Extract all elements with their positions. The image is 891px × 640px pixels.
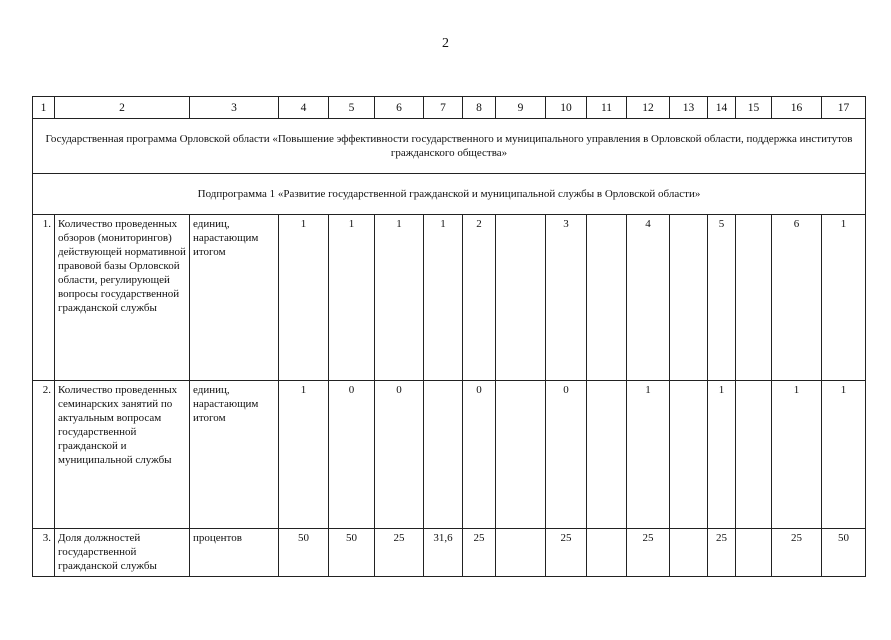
- value-cell: 1: [329, 215, 375, 381]
- value-cell: 50: [279, 529, 329, 577]
- value-cell: [496, 215, 546, 381]
- value-cell: 0: [375, 381, 424, 529]
- value-cell: 1: [708, 381, 736, 529]
- value-cell: 6: [772, 215, 822, 381]
- value-cell: 50: [822, 529, 866, 577]
- column-header: 8: [463, 97, 496, 119]
- value-cell: 5: [708, 215, 736, 381]
- column-header: 14: [708, 97, 736, 119]
- value-cell: 1: [772, 381, 822, 529]
- value-cell: 25: [627, 529, 670, 577]
- value-cell: 4: [627, 215, 670, 381]
- program-title: Государственная программа Орловской области «Повышение эффективности государственного и муниципального управления в Орловской области, поддержка институтов гражданского общества»: [33, 119, 866, 174]
- value-cell: 25: [463, 529, 496, 577]
- value-cell: 1: [822, 381, 866, 529]
- table-row: [33, 215, 866, 381]
- value-cell: [736, 529, 772, 577]
- column-header: 6: [375, 97, 424, 119]
- column-header: 2: [55, 97, 190, 119]
- value-cell: [736, 215, 772, 381]
- value-cell: 1: [822, 215, 866, 381]
- value-cell: 25: [546, 529, 587, 577]
- row-index: 3.: [33, 529, 55, 577]
- unit-of-measure: процентов: [190, 529, 279, 577]
- value-cell: [670, 529, 708, 577]
- column-header: 5: [329, 97, 375, 119]
- value-cell: 1: [627, 381, 670, 529]
- value-cell: [496, 381, 546, 529]
- column-header: 1: [33, 97, 55, 119]
- column-header: 3: [190, 97, 279, 119]
- value-cell: 3: [546, 215, 587, 381]
- value-cell: 1: [375, 215, 424, 381]
- value-cell: 1: [279, 215, 329, 381]
- column-header: 10: [546, 97, 587, 119]
- column-header: 15: [736, 97, 772, 119]
- row-index: 1.: [33, 215, 55, 381]
- unit-of-measure: единиц, нарастающим итогом: [190, 215, 279, 381]
- value-cell: 25: [375, 529, 424, 577]
- value-cell: 0: [546, 381, 587, 529]
- row-index: 2.: [33, 381, 55, 529]
- column-header: 13: [670, 97, 708, 119]
- value-cell: 0: [329, 381, 375, 529]
- value-cell: [736, 381, 772, 529]
- value-cell: 31,6: [424, 529, 463, 577]
- indicator-name: Количество проведенных семинарских занятий по актуальным вопросам государственной гражданской и муниципальной службы: [55, 381, 190, 529]
- table-row: [33, 529, 866, 577]
- column-number-row: [33, 97, 866, 119]
- value-cell: 2: [463, 215, 496, 381]
- column-header: 11: [587, 97, 627, 119]
- column-header: 16: [772, 97, 822, 119]
- value-cell: [587, 381, 627, 529]
- value-cell: [670, 215, 708, 381]
- subprogram-title: Подпрограмма 1 «Развитие государственной гражданской и муниципальной службы в Орловской области»: [33, 174, 866, 215]
- page-number: 2: [442, 36, 449, 51]
- unit-of-measure: единиц, нарастающим итогом: [190, 381, 279, 529]
- value-cell: [587, 529, 627, 577]
- value-cell: 1: [424, 215, 463, 381]
- indicator-name: Доля должностей государственной гражданской службы: [55, 529, 190, 577]
- column-header: 7: [424, 97, 463, 119]
- value-cell: 25: [708, 529, 736, 577]
- value-cell: 25: [772, 529, 822, 577]
- indicators-table: [32, 96, 866, 577]
- table-row: [33, 381, 866, 529]
- value-cell: [670, 381, 708, 529]
- column-header: 17: [822, 97, 866, 119]
- value-cell: 50: [329, 529, 375, 577]
- value-cell: 1: [279, 381, 329, 529]
- column-header: 12: [627, 97, 670, 119]
- value-cell: 0: [463, 381, 496, 529]
- indicator-name: Количество проведенных обзоров (мониторингов) действующей нормативной правовой базы Орловской области, регулирующей вопросы государственной гражданской службы: [55, 215, 190, 381]
- value-cell: [424, 381, 463, 529]
- column-header: 9: [496, 97, 546, 119]
- value-cell: [587, 215, 627, 381]
- column-header: 4: [279, 97, 329, 119]
- value-cell: [496, 529, 546, 577]
